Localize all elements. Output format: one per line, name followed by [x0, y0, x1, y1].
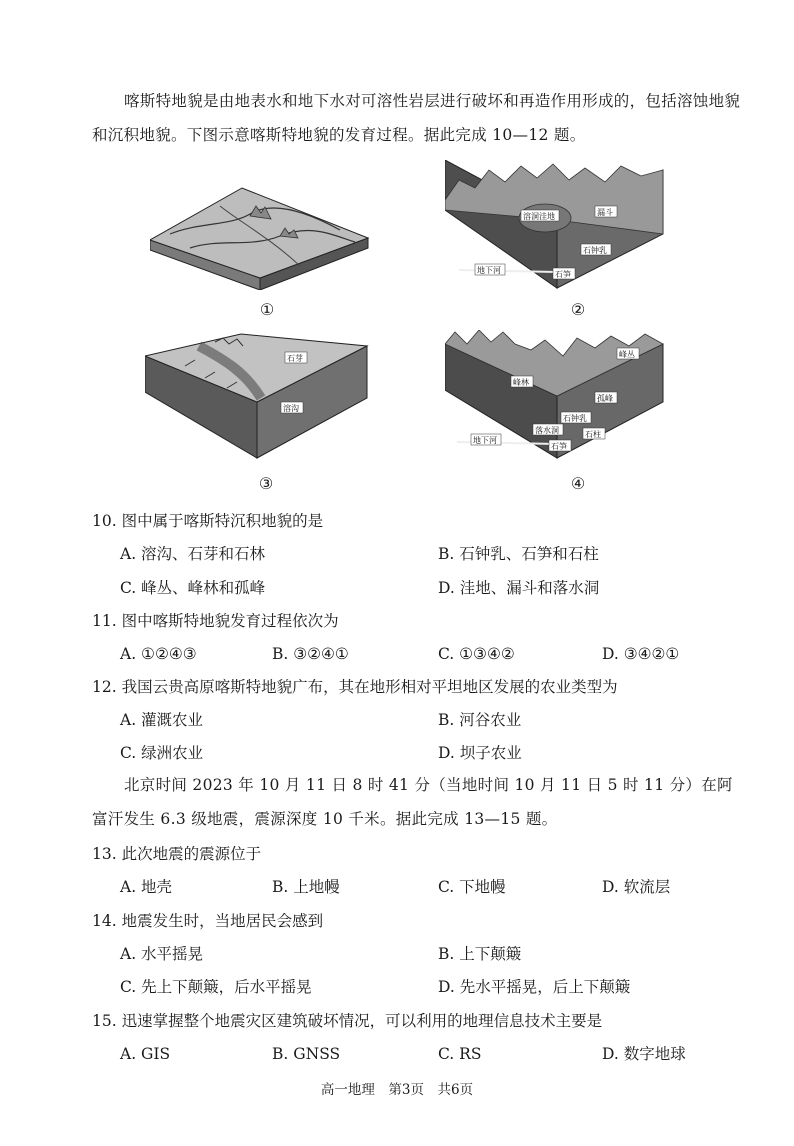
figure-4-label-peak-cluster: 峰丛	[619, 350, 635, 359]
question-10-option-d[interactable]: D. 洼地、漏斗和落水洞	[438, 579, 600, 597]
figure-4-label-stalagmite: 石笋	[551, 442, 567, 451]
figure-2-number: ②	[570, 300, 586, 319]
question-14-option-c[interactable]: C. 先上下颠簸，后水平摇晃	[120, 978, 312, 996]
figure-4-label-underground-river: 地下河	[473, 436, 497, 445]
question-12-stem: 12. 我国云贵高原喀斯特地貌广布，其在地形相对平坦地区发展的农业类型为	[92, 678, 618, 696]
question-14-stem: 14. 地震发生时，当地居民会感到	[92, 912, 324, 930]
page-footer: 高一地理 第3页 共6页	[320, 1082, 474, 1098]
figure-3-number: ③	[258, 474, 274, 493]
figure-4-label-stalactite: 石钟乳	[563, 414, 587, 423]
question-11-option-a[interactable]: A. ①②④③	[120, 645, 197, 663]
question-15-option-b[interactable]: B. GNSS	[272, 1045, 341, 1063]
question-10-option-b[interactable]: B. 石钟乳、石笋和石柱	[438, 545, 599, 563]
question-11-option-d[interactable]: D. ③④②①	[602, 645, 680, 663]
question-15-option-a[interactable]: A. GIS	[120, 1045, 171, 1063]
question-15-option-d[interactable]: D. 数字地球	[602, 1045, 686, 1063]
figure-2-block-diagram	[445, 160, 665, 290]
figure-4-label-peak-forest: 峰林	[513, 378, 529, 387]
question-10-option-a[interactable]: A. 溶沟、石芽和石林	[120, 545, 266, 563]
question-11-option-c[interactable]: C. ①③④②	[438, 645, 515, 663]
question-15-option-c[interactable]: C. RS	[438, 1045, 482, 1063]
question-13-option-c[interactable]: C. 下地幔	[438, 878, 506, 896]
question-11-option-b[interactable]: B. ③②④①	[272, 645, 349, 663]
figure-2-label-stalactite: 石钟乳	[583, 246, 607, 255]
figure-4-label-isolated-peak: 孤峰	[597, 394, 613, 403]
question-13-option-b[interactable]: B. 上地幔	[272, 878, 340, 896]
question-14-option-a[interactable]: A. 水平摇晃	[120, 945, 204, 963]
figure-1-number: ①	[259, 300, 275, 319]
question-14-option-d[interactable]: D. 先水平摇晃，后上下颠簸	[438, 978, 631, 996]
figure-3-label-clint: 石芽	[287, 354, 303, 363]
question-10-stem: 10. 图中属于喀斯特沉积地貌的是	[92, 512, 324, 530]
figure-4-label-sinkhole: 落水洞	[535, 426, 559, 435]
intro-earthquake: 北京时间 2023 年 10 月 11 日 8 时 41 分（当地时间 10 月 11 日 5 时 11 分）在阿富汗发生 6.3 级地震，震源深度 10 千米。据此完成 13—15 题。	[92, 776, 733, 828]
question-12-option-a[interactable]: A. 灌溉农业	[120, 711, 204, 729]
figure-4-block-diagram	[445, 330, 665, 460]
question-13-option-d[interactable]: D. 软流层	[602, 878, 671, 896]
figure-3-block-diagram	[145, 332, 370, 460]
intro-karst: 喀斯特地貌是由地表水和地下水对可溶性岩层进行破坏和再造作用形成的，包括溶蚀地貌和沉积地貌。下图示意喀斯特地貌的发育过程。据此完成 10—12 题。	[92, 92, 741, 144]
question-13-stem: 13. 此次地震的震源位于	[92, 845, 262, 863]
figure-2-label-funnel: 漏斗	[597, 208, 613, 217]
figure-3-label-grike: 溶沟	[283, 404, 299, 413]
figure-1-block-diagram	[150, 178, 370, 290]
figure-4-label-column: 石柱	[585, 430, 601, 439]
figure-2-label-underground-river: 地下河	[477, 266, 501, 275]
figure-2-label-doline: 溶洞洼地	[523, 212, 555, 221]
question-13-option-a[interactable]: A. 地壳	[120, 878, 173, 896]
question-14-option-b[interactable]: B. 上下颠簸	[438, 945, 522, 963]
question-15-stem: 15. 迅速掌握整个地震灾区建筑破坏情况，可以利用的地理信息技术主要是	[92, 1012, 603, 1030]
figure-2-label-stalagmite: 石笋	[555, 270, 571, 279]
question-12-option-d[interactable]: D. 坝子农业	[438, 744, 522, 762]
figure-4-number: ④	[570, 474, 586, 493]
question-12-option-c[interactable]: C. 绿洲农业	[120, 744, 204, 762]
question-11-stem: 11. 图中喀斯特地貌发育过程依次为	[92, 612, 339, 630]
question-10-option-c[interactable]: C. 峰丛、峰林和孤峰	[120, 579, 266, 597]
question-12-option-b[interactable]: B. 河谷农业	[438, 711, 522, 729]
